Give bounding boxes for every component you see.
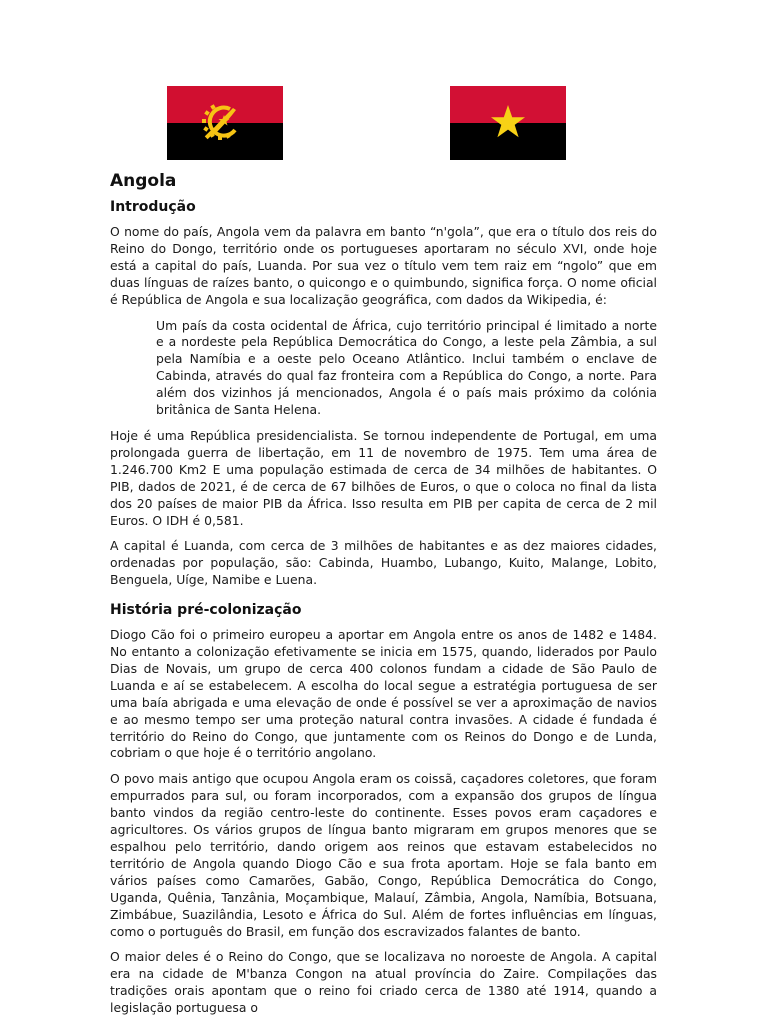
paragraph: Hoje é uma República presidencialista. Se tornou independente de Portugal, em uma prolongada guerra de libertação, em 11 de novembro de 1975. Tem uma área de 1.246.700 Km2 E uma população estimada de cerca de 34 milhões de habitantes. O PIB, dados de 2021, é de cerca de 67 bilhões de Euros, o que o coloca no final da lista dos 20 países de maior PIB da África. Isso resulta em PIB per capita de cerca de 2 mil Euros. O IDH é 0,581. (110, 427, 657, 528)
red-black-star-flag-image (450, 86, 566, 160)
block-quote: Um país da costa ocidental de África, cujo território principal é limitado a norte e a nordeste pela República Democrática do Congo, a leste pela Zâmbia, a sul pela Namíbia e a oeste pelo Oceano Atlântico. Inclui também o enclave de Cabinda, através do qual faz fronteira com a República do Congo, a norte. Para além dos vizinhos já mencionados, Angola é o país mais próximo da colónia britânica de Santa Helena. (156, 317, 657, 418)
angola-flag-image (167, 86, 283, 160)
paragraph: A capital é Luanda, com cerca de 3 milhões de habitantes e as dez maiores cidades, ordenadas por população, são: Cabinda, Huambo, Lubango, Kuito, Malange, Lobito, Benguela, Uíge, Namibe e Luena. (110, 538, 657, 588)
paragraph: O povo mais antigo que ocupou Angola eram os coissã, caçadores coletores, que foram empurrados para sul, ou foram incorporados, com a expansão dos grupos de língua banto vindos da região centro-leste do continente. Esses povos eram caçadores e agricultores. Os vários grupos de língua banto migraram em grupos menores que se espalhou pelo território, dando origem aos reinos que estavam estabelecidos no território de Angola quando Diogo Cão e sua frota aportam. Hoje se fala banto em vários países como Camarões, Gabão, Congo, República Democrática do Congo, Uganda, Quênia, Tanzânia, Moçambique, Malauí, Zâmbia, Angola, Namíbia, Botsuana, Zimbábue, Suazilândia, Lesoto e África do Sul. Além de fortes influências em línguas, como o português do Brasil, em função dos escravizados falantes de banto. (110, 771, 657, 939)
section-heading-introducao: Introdução (110, 199, 196, 215)
paragraph: O nome do país, Angola vem da palavra em banto “n'gola”, que era o título dos reis do Reino do Dongo, território onde os portugueses aportaram no século XVI, onde hoje está a capital do país, Luanda. Por sua vez o título vem tem raiz em “ngolo” que em duas línguas de raízes banto, o quicongo e o quimbundo, significa força. O nome oficial é República de Angola e sua localização geográfica, com dados da Wikipedia, é: (110, 224, 657, 307)
angola-emblem-icon (167, 86, 283, 160)
document-title: Angola (110, 171, 177, 191)
paragraph: O maior deles é o Reino do Congo, que se localizava no noroeste de Angola. A capital era na cidade de M'banza Congon na atual província do Zaire. Compilações das tradições orais apontam que o reino foi criado cerca de 1380 até 1914, quando a legislação portuguesa o (110, 949, 657, 1016)
section-heading-historia: História pré-colonização (110, 602, 302, 619)
star-icon (450, 86, 566, 160)
document-body (110, 170, 657, 1026)
paragraph: Diogo Cão foi o primeiro europeu a aportar em Angola entre os anos de 1482 e 1484. No entanto a colonização efetivamente se inicia em 1575, quando, liderados por Paulo Dias de Novais, um grupo de cerca 400 colonos fundam a cidade de São Paulo de Luanda e aí se estabelecem. A escolha do local segue a estratégia portuguesa de ser uma baía abrigada e uma elevação de onde é possível se ver a aproximação de navios e ao mesmo tempo ser uma proteção natural contra invasões. A cidade é fundada é território do Reino do Congo, que juntamente com os Reinos do Dongo e de Lunda, cobriam o que hoje é o território angolano. (110, 627, 657, 761)
